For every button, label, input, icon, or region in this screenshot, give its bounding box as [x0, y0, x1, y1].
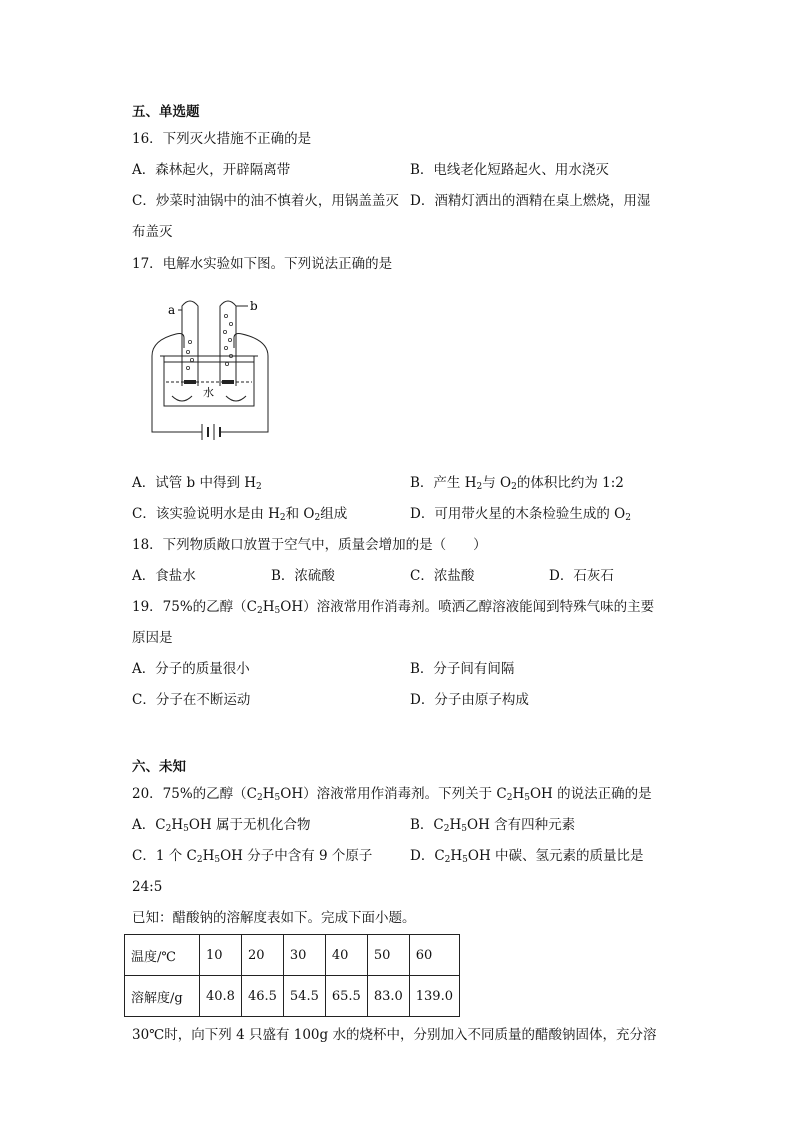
- last-line-text: 30℃时，向下列 4 只盛有 100g 水的烧杯中，分别加入不同质量的醋酸钠固体，充分溶: [132, 1027, 657, 1043]
- table-cell: 20: [241, 935, 283, 976]
- q19-stem: 19．75%的乙醇$(C_2H_5OH)$溶液常用作消毒剂。喷洒乙醇溶液能闻到特殊气味的主要: [132, 599, 655, 616]
- tube-label-a: a: [168, 303, 176, 317]
- q18-option-b: B．浓硫酸: [271, 568, 335, 584]
- q16-stem: 16．下列灭火措施不正确的是: [132, 131, 312, 147]
- table-cell: 46.5: [241, 976, 283, 1017]
- table-cell: 54.5: [283, 976, 325, 1017]
- table-cell: 40.8: [200, 976, 242, 1017]
- section-title-5: 五、单选题: [132, 104, 200, 120]
- q19-stem-cont: 原因是: [132, 630, 173, 646]
- solubility-table: [124, 934, 460, 1017]
- water-label: 水: [203, 386, 214, 399]
- q17-option-b: B．产生 $H_2$与 $O_2$的体积比约为 1:2: [410, 475, 624, 492]
- q18-option-a: A．食盐水: [132, 568, 196, 584]
- q17-stem: 17．电解水实验如下图。下列说法正确的是: [132, 256, 393, 272]
- known-text: 已知：醋酸钠的溶解度表如下。完成下面小题。: [132, 910, 416, 926]
- table-cell: 40: [325, 935, 367, 976]
- table-cell: 50: [367, 935, 409, 976]
- table-cell: 30: [283, 935, 325, 976]
- q20-stem: 20．75%的乙醇$(C_2H_5OH)$溶液常用作消毒剂。下列关于 $C_2H_5OH$ 的说法正确的是: [132, 786, 652, 803]
- table-row: [125, 976, 460, 1017]
- table-cell: 65.5: [325, 976, 367, 1017]
- q16-option-d: D．酒精灯洒出的酒精在桌上燃烧，用湿: [410, 193, 651, 209]
- table-cell: 139.0: [409, 976, 459, 1017]
- q16-option-b: B．电线老化短路起火、用水浇灭: [410, 162, 609, 178]
- section-title-6: 六、未知: [132, 759, 186, 775]
- tube-label-b: b: [250, 299, 258, 313]
- q18-option-d: D．石灰石: [549, 568, 614, 584]
- q20-option-a: A．$C_2H_5OH$ 属于无机化合物: [132, 817, 311, 834]
- table-cell: 10: [200, 935, 242, 976]
- q19-option-d: D．分子由原子构成: [410, 692, 529, 708]
- q17-option-c: C．该实验说明水是由 $H_2$和 $O_2$组成: [132, 506, 348, 523]
- electrolysis-apparatus-figure: [150, 296, 275, 451]
- table-header-solubility: 溶解度/g: [125, 976, 200, 1017]
- q19-option-a: A．分子的质量很小: [132, 661, 250, 677]
- q17-option-d: D．可用带火星的木条检验生成的 $O_2$: [410, 506, 631, 523]
- q19-option-c: C．分子在不断运动: [132, 692, 251, 708]
- q16-option-c: C．炒菜时油锅中的油不慎着火，用锅盖盖灭: [132, 193, 399, 209]
- table-cell: 60: [409, 935, 459, 976]
- table-header-temperature: 温度/℃: [125, 935, 200, 976]
- q19-option-b: B．分子间有间隔: [410, 661, 515, 677]
- q20-option-c: C．1 个 $C_2H_5OH$ 分子中含有 9 个原子: [132, 848, 373, 865]
- table-row: [125, 935, 460, 976]
- q20-option-d-cont: 24:5: [132, 879, 163, 895]
- q18-stem: 18．下列物质敞口放置于空气中，质量会增加的是（ ）: [132, 537, 487, 553]
- q16-option-a: A．森林起火，开辟隔离带: [132, 162, 291, 178]
- table-cell: 83.0: [367, 976, 409, 1017]
- q17-option-a: A．试管 b 中得到 $H_2$: [132, 475, 262, 492]
- q18-option-c: C．浓盐酸: [410, 568, 475, 584]
- q16-option-d-cont: 布盖灭: [132, 224, 173, 240]
- q20-option-b: B．$C_2H_5OH$ 含有四种元素: [410, 817, 576, 834]
- q20-option-d: D．$C_2H_5OH$ 中碳、氢元素的质量比是: [410, 848, 644, 865]
